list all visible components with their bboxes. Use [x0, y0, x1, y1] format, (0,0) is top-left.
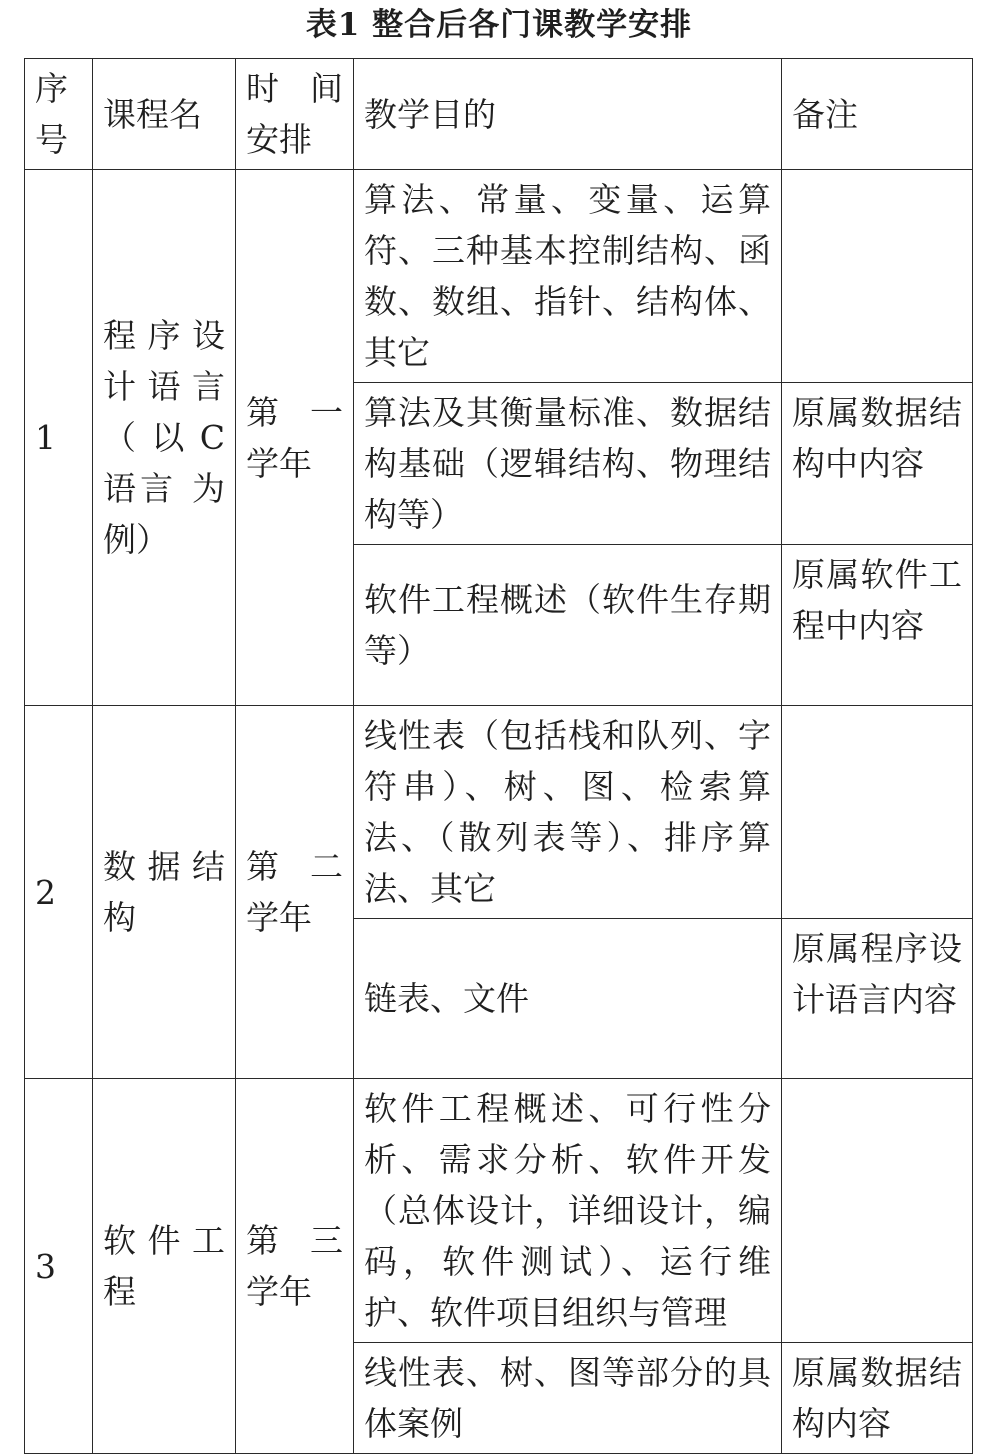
header-no: 序号: [25, 59, 93, 170]
row-goal: 线性表、树、图等部分的具体案例: [354, 1343, 782, 1454]
row-note: 原属数据结构中内容: [782, 383, 973, 545]
header-note: 备注: [782, 59, 973, 170]
row-note: 原属程序设计语言内容: [782, 919, 973, 1079]
row-goal: 软件工程概述、可行性分析、需求分析、软件开发（总体设计，详细设计，编码，软件测试）、运行维护、软件项目组织与管理: [354, 1079, 782, 1343]
row-note: [782, 170, 973, 383]
header-course: 课程名: [93, 59, 236, 170]
row-course: 数据结构: [93, 706, 236, 1079]
row-note: [782, 706, 973, 919]
row-time: 第 二 学年: [236, 706, 354, 1079]
table-row: [25, 706, 973, 919]
row-course: 程序设计语言（以C语言 为例）: [93, 170, 236, 706]
header-goal: 教学目的: [354, 59, 782, 170]
row-course: 软件工程: [93, 1079, 236, 1454]
row-no: 2: [25, 706, 93, 1079]
row-goal: 算法、常量、变量、运算符、三种基本控制结构、函数、数组、指针、结构体、其它: [354, 170, 782, 383]
row-note: 原属软件工程中内容: [782, 545, 973, 706]
row-goal: 链表、文件: [354, 919, 782, 1079]
header-time: 时间安排: [236, 59, 354, 170]
row-time: 第 一 学年: [236, 170, 354, 706]
table-row: [25, 170, 973, 383]
row-goal: 软件工程概述（软件生存期等）: [354, 545, 782, 706]
course-schedule-table: [24, 58, 973, 1454]
row-goal: 算法及其衡量标准、数据结构基础（逻辑结构、物理结构等）: [354, 383, 782, 545]
row-goal: 线性表（包括栈和队列、字符串）、树、图、检索算法、（散列表等）、排序算法、其它: [354, 706, 782, 919]
row-note: [782, 1079, 973, 1343]
table-caption: 表1 整合后各门课教学安排: [305, 7, 693, 43]
header-row: [25, 59, 973, 170]
row-note: 原属数据结构内容: [782, 1343, 973, 1454]
table-row: [25, 1079, 973, 1343]
row-no: 3: [25, 1079, 93, 1454]
row-time: 第 三 学年: [236, 1079, 354, 1454]
row-no: 1: [25, 170, 93, 706]
